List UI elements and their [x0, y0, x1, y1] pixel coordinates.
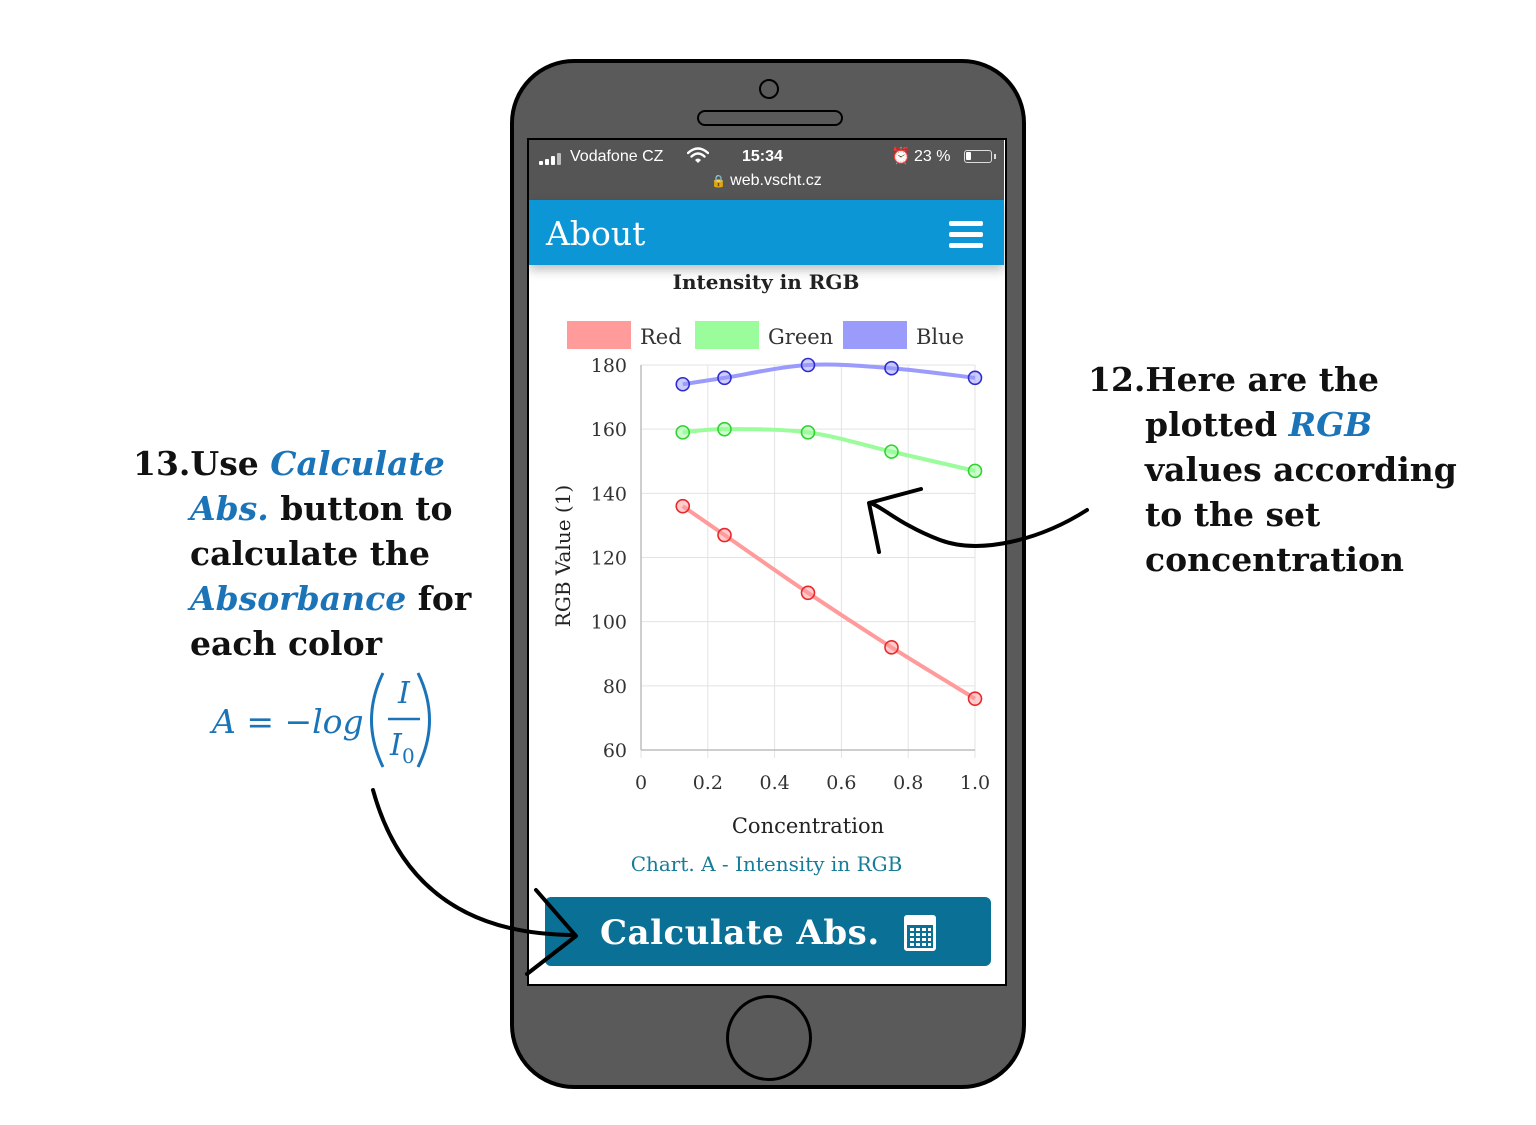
y-tick-label: 120 — [590, 547, 627, 570]
x-tick-label: 0.4 — [759, 772, 790, 794]
formula-subscript: 0 — [402, 744, 415, 768]
legend-label-green: Green — [768, 325, 834, 349]
step13-line4-post: for — [406, 579, 472, 618]
y-tick-label: 60 — [602, 740, 627, 762]
formula-left-paren — [372, 673, 384, 767]
step12-line4: to the set — [1145, 495, 1321, 534]
alarm-icon: ⏰ — [891, 148, 911, 165]
step13-line5: each color — [190, 624, 382, 663]
step12-line5: concentration — [1145, 540, 1404, 579]
step12-rgb-highlight: RGB — [1288, 405, 1373, 444]
y-axis-label: RGB Value (1) — [551, 484, 575, 628]
y-tick-label: 140 — [590, 483, 627, 506]
step13-line2-post: button to — [268, 489, 453, 528]
chart-caption: Chart. A - Intensity in RGB — [630, 852, 903, 876]
y-tick-label: 100 — [590, 611, 627, 634]
legend-label-red: Red — [640, 325, 682, 349]
y-tick-label: 180 — [590, 355, 627, 377]
formula-numerator: I — [398, 676, 410, 711]
chart-title: Intensity in RGB — [672, 270, 860, 294]
step12-line1: Here are the — [1145, 360, 1379, 399]
lock-icon: 🔒 — [711, 174, 727, 188]
x-axis-label: Concentration — [731, 814, 885, 838]
x-tick-label: 1.0 — [959, 772, 991, 794]
calculate-abs-label: Calculate Abs. — [599, 912, 880, 953]
formula-lhs: A = −log — [212, 702, 364, 741]
battery-percent: 23 % — [914, 148, 951, 165]
formula-denominator: I — [390, 728, 402, 763]
y-tick-label: 160 — [590, 419, 627, 442]
step12-line3: values according — [1145, 450, 1457, 489]
clock: 15:34 — [742, 148, 783, 165]
page-title: About — [546, 214, 646, 253]
y-tick-label: 80 — [602, 675, 627, 698]
step13-absorbance-highlight: Absorbance — [190, 579, 407, 618]
step13-line1-pre: Use — [190, 444, 271, 483]
step13-abs-highlight: Abs. — [190, 489, 269, 528]
arrow-to-chart-head — [869, 489, 921, 552]
carrier-name: Vodafone CZ — [570, 148, 664, 165]
x-tick-label: 0.8 — [893, 772, 924, 794]
arrow-to-button — [373, 790, 575, 935]
step13-line3: calculate the — [190, 534, 430, 573]
step13-calculate-highlight: Calculate — [270, 444, 445, 483]
x-tick-label: 0.6 — [826, 772, 857, 794]
legend-label-blue: Blue — [916, 325, 965, 349]
arrow-to-chart — [870, 503, 1087, 546]
step13-number: 13. — [133, 444, 191, 483]
x-tick-label: 0 — [634, 772, 648, 794]
url-text: web.vscht.cz — [730, 172, 822, 189]
x-tick-label: 0.2 — [692, 772, 723, 794]
step12-number: 12. — [1088, 360, 1146, 399]
step12-line2-pre: plotted — [1145, 405, 1289, 444]
